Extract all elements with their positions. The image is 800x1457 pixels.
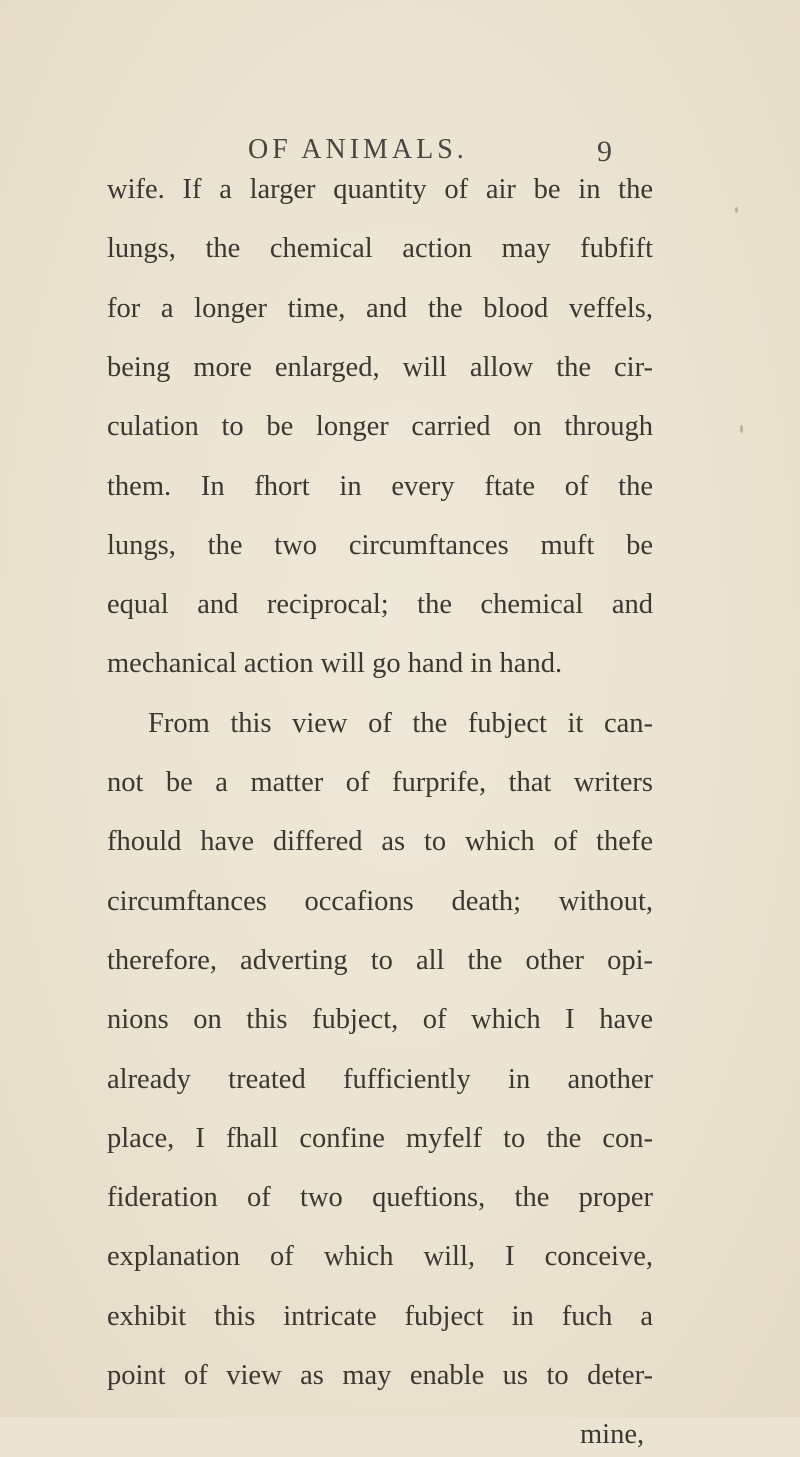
text-line: fhould have differed as to which of thefe xyxy=(107,826,653,858)
paper-speck xyxy=(735,207,738,213)
text-line: exhibit this intricate fubject in fuch a xyxy=(107,1300,653,1332)
catchword: mine, xyxy=(580,1419,645,1451)
text-line: already treated fufficiently in another xyxy=(107,1063,653,1095)
text-line: therefore, adverting to all the other opi- xyxy=(107,944,653,976)
text-line: circumftances occafions death; without, xyxy=(107,885,653,917)
text-line: culation to be longer carried on through xyxy=(107,411,653,443)
paper-speck xyxy=(740,425,743,433)
text-line: nions on this fubject, of which I have xyxy=(107,1004,653,1036)
text-line: not be a matter of furprife, that writers xyxy=(107,767,653,798)
text-line: being more enlarged, will allow the cir- xyxy=(107,351,653,383)
text-line: wife. If a larger quantity of air be in the xyxy=(107,174,653,205)
text-line: point of view as may enable us to deter- xyxy=(107,1360,653,1391)
paragraph-start-line: From this view of the fubject it can- xyxy=(148,707,653,739)
text-line: explanation of which will, I conceive, xyxy=(107,1241,653,1273)
text-line: lungs, the chemical action may fubfift xyxy=(107,233,653,265)
text-line: place, I fhall confine myfelf to the con- xyxy=(107,1122,653,1154)
text-line: for a longer time, and the blood veffels, xyxy=(107,292,653,324)
running-title: OF ANIMALS. xyxy=(248,134,468,165)
text-line: them. In fhort in every ftate of the xyxy=(107,470,653,502)
text-line: mechanical action will go hand in hand. xyxy=(107,648,563,680)
text-line: lungs, the two circumftances muft be xyxy=(107,529,653,561)
page-number: 9 xyxy=(597,135,612,168)
text-line: fideration of two queftions, the proper xyxy=(107,1182,653,1214)
text-line: equal and reciprocal; the chemical and xyxy=(107,589,653,621)
